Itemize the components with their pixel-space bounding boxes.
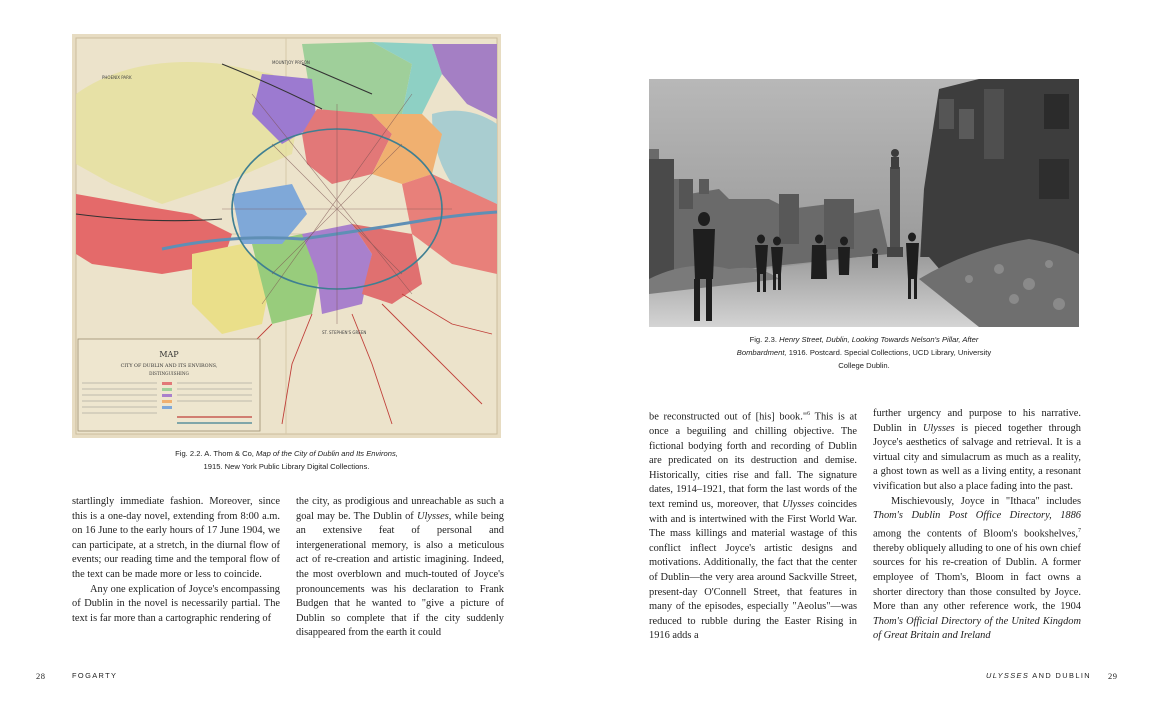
- text-run: while being an extensive feat of personal and intergenerational memory, is also a meticulous act of re-creation and artistic imagining. Indeed, the most overblown and much-touted of Joyce's pronouncements was his declaration to Frank Budgen that he wanted to "give a picture of Dublin so complete that if the city suddenly disappeared from the earth it could: [296, 510, 504, 639]
- caption-title: Map of the City of Dublin and Its Environs,: [256, 449, 398, 458]
- body-column-2: [296, 495, 504, 641]
- caption-title: Henry Street, Dublin, Looking Towards Nelson's Pillar, After Bombardment,: [736, 335, 979, 357]
- figure-caption: [736, 333, 992, 372]
- italic-title: Ulysses: [782, 499, 814, 511]
- running-head-rest: AND DUBLIN: [1032, 671, 1092, 680]
- map-title-label: MAP: [159, 350, 179, 359]
- body-column-2: [873, 407, 1081, 644]
- footnote-ref: 6: [807, 411, 811, 417]
- page-number: 29: [1108, 671, 1118, 681]
- text-run: is pieced together through Joyce's aesthetics of salvage and retrieval. It is a virtual city and simulacrum as much as a reality, a ghost town as well as a living entity, a resonant vivification but also a place fading into the past.: [873, 422, 1081, 492]
- map-label-prison: MOUNTJOY PRISON: [272, 60, 310, 65]
- map-label-green: ST. STEPHEN'S GREEN: [322, 330, 367, 335]
- body-column-1: [649, 407, 857, 644]
- right-page: [576, 0, 1152, 720]
- running-head: FOGARTY: [72, 671, 118, 680]
- map-subtitle-label: CITY OF DUBLIN AND ITS ENVIRONS,: [120, 364, 218, 369]
- paragraph: Any one explication of Joyce's encompassing of Dublin in the novel is necessarily partial. The text is far more than a cartographic rendering of: [72, 583, 280, 624]
- dublin-map-image: [72, 34, 501, 438]
- page-number: 28: [36, 671, 46, 681]
- italic-title: Ulysses: [922, 422, 955, 434]
- caption-ref: Fig. 2.3.: [749, 335, 778, 344]
- text-run: coincides with and is intertwined with the First World War. The mass killings and material wastage of this conflict inflect Joyce's artistic designs and motivations. Additionally, the fact that the center of Dublin—the very area around Sackville Street, present-day O'Connell Street, that features in many of the episodes, especially "Aeolus"—was reduced to rubble during the Easter Rising in 1916 adds a: [649, 499, 857, 642]
- body-column-1: [72, 495, 280, 626]
- italic-title: Thom's Dublin Post Office Directory, 1886: [873, 510, 1081, 522]
- caption-rest: 1915. New York Public Library Digital Collections.: [203, 462, 370, 471]
- footnote-ref: 7: [1078, 527, 1081, 534]
- paragraph: [873, 407, 1081, 495]
- text-run: Mischievously, Joyce in "Ithaca" includes: [891, 495, 1081, 507]
- map-label-park: PHOENIX PARK: [102, 75, 132, 80]
- paragraph: [296, 495, 504, 641]
- text-run: This is at once a beguiling and chilling objective. The fictional bodying forth and recording of Dublin are predicated on its destruction and demise. Historically, cities rise and fall. The signature dates, 1914–1921, that form the last words of the text remind us, moreover, that: [649, 411, 857, 511]
- text-run: further urgency and purpose to his narrative. Dublin in: [873, 408, 1081, 434]
- text-run: be reconstructed out of [his] book.": [649, 411, 808, 423]
- caption-ref: Fig. 2.2. A. Thom & Co,: [175, 449, 254, 458]
- paragraph: [873, 495, 1081, 644]
- text-run: the city, as prodigious and unreachable as such a goal may be. The Dublin of: [296, 496, 504, 522]
- running-head: [986, 671, 1091, 680]
- caption-rest: 1916. Postcard. Special Collections, UCD Library, University College Dublin.: [788, 348, 992, 370]
- figure-caption: [72, 447, 501, 473]
- italic-title: Ulysses,: [417, 510, 452, 522]
- map-section-label: DISTINGUISHING: [149, 371, 189, 376]
- italic-title: Thom's Official Directory of the United Kingdom of Great Britain and Ireland: [873, 615, 1081, 642]
- text-run: among the contents of Bloom's bookshelves,: [873, 528, 1078, 540]
- paragraph: [649, 407, 857, 644]
- running-head-italic: ULYSSES: [986, 671, 1030, 680]
- paragraph: startlingly immediate fashion. Moreover, since this is a one-day novel, extending from 8:00 a.m. on 16 June to the early hours of 17 June 1904, we can participate, at a stretch, in the diurnal flow of events; our reading time and the temporal flow of the text can be made more or less to coincide.: [72, 496, 280, 580]
- text-run: thereby obliquely alluding to one of his own chief sources for his re-creation of Dublin. A former employee of Thom's, Bloom in fact owns a shorter directory than those consulted by Joyce. More than any other reference work, the 1904: [873, 542, 1081, 613]
- henry-street-photo: [649, 79, 1079, 327]
